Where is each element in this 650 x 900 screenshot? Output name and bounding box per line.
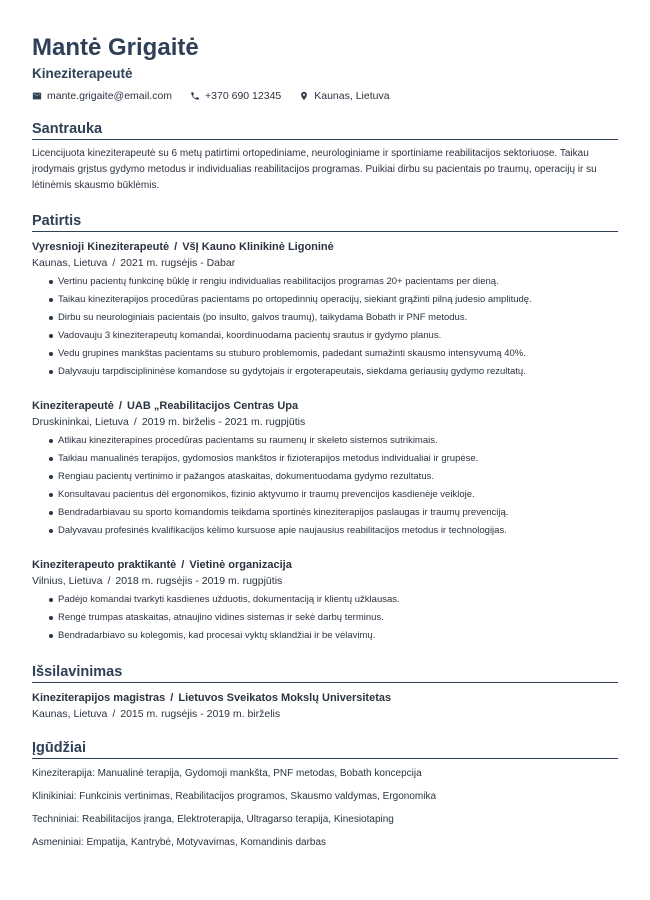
job-bullet: Atlikau kineziterapines procedūras pacientams su raumenų ir skeleto sistemos sutrikimais. — [58, 432, 618, 450]
contact-email-text: mante.grigaite@email.com — [47, 90, 173, 102]
education-section — [32, 663, 618, 721]
job-meta: Kaunas, Lietuva / 2021 m. rugsėjis - Dabar — [32, 257, 236, 269]
education-dates: 2015 m. rugsėjis - 2019 m. birželis — [120, 708, 281, 720]
education-heading: Kineziterapijos magistras / Lietuvos Sveikatos Mokslų Universitetas — [32, 692, 392, 704]
education-degree: Kineziterapijos magistras — [32, 692, 166, 704]
education-entry — [32, 691, 618, 721]
skill-line: Asmeniniai: Empatija, Kantrybė, Motyvavimas, Komandinis darbas — [32, 837, 327, 848]
summary-title: Santrauka — [32, 120, 618, 140]
job-bullet: Dalyvauju tarpdisciplininėse komandose su gydytojais ir ergoterapeutais, siekdama geriausių gydymo rezultatų. — [58, 363, 618, 381]
skills-list — [32, 767, 618, 850]
job-bullets — [32, 273, 618, 381]
job-position: Kineziterapeuto praktikantė — [32, 559, 177, 571]
experience-title: Patirtis — [32, 212, 618, 232]
job-location: Vilnius, Lietuva — [32, 575, 103, 587]
job-position: Kineziterapeutė — [32, 400, 114, 412]
candidate-role: Kineziterapeutė — [32, 66, 133, 81]
contact-email[interactable] — [32, 90, 172, 102]
job-bullet: Dalyvavau profesinės kvalifikacijos kėlimo kursuose apie naujausius reabilitacijos metodus ir technologijas. — [58, 522, 618, 540]
job-heading: Vyresnioji Kineziterapeutė / VšĮ Kauno Klinikinė Ligoninė — [32, 241, 334, 253]
job-bullet: Taikau kineziterapijos procedūras pacientams po ortopedinnių operacijų, siekiant grąžinti pilną judesio amplitudę. — [58, 291, 618, 309]
job-bullet: Konsultavau pacientus dėl ergonomikos, fizinio aktyvumo ir traumų prevencijos kasdienėje veikloje. — [58, 486, 618, 504]
job-dates: 2018 m. rugsėjis - 2019 m. rugpjūtis — [115, 575, 283, 587]
contact-row — [32, 90, 618, 102]
job-organization: Vietinė organizacija — [189, 559, 292, 571]
job-heading: Kineziterapeuto praktikantė / Vietinė organizacija — [32, 559, 292, 571]
candidate-name: Mantė Grigaitė — [32, 34, 199, 61]
skills-section — [32, 739, 618, 850]
contact-location — [299, 90, 389, 102]
job-bullets — [32, 432, 618, 540]
job-entry — [32, 558, 618, 645]
skill-line: Klinikiniai: Funkcinis vertinimas, Reabilitacijos programos, Skausmo valdymas, Ergonomika — [32, 791, 437, 802]
summary-section — [32, 120, 618, 194]
job-bullet: Bendradarbiavau su sporto komandomis teikdama sportinės kineziterapijos paslaugas ir traumų prevenciją. — [58, 504, 618, 522]
education-school: Lietuvos Sveikatos Mokslų Universitetas — [178, 692, 392, 704]
job-bullets — [32, 591, 618, 645]
job-bullet: Vedu grupines mankštas pacientams su stuburo problemomis, padedant sumažinti skausmo intensyvumą 40%. — [58, 345, 618, 363]
job-bullet: Bendradarbiavo su kolegomis, kad procesai vyktų sklandžiai ir be vėlavimų. — [58, 627, 618, 645]
job-entry — [32, 399, 618, 540]
job-dates: 2021 m. rugsėjis - Dabar — [120, 257, 236, 269]
experience-section — [32, 212, 618, 645]
education-location: Kaunas, Lietuva — [32, 708, 108, 720]
job-bullet: Rengiau pacientų vertinimo ir pažangos ataskaitas, dokumentuodama gydymo rezultatus. — [58, 468, 618, 486]
job-bullet: Rengė trumpas ataskaitas, atnaujino vidines sistemas ir sekė darbų terminus. — [58, 609, 618, 627]
job-dates: 2019 m. birželis - 2021 m. rugpjūtis — [141, 416, 306, 428]
job-heading: Kineziterapeutė / UAB „Reabilitacijos Centras Upa — [32, 400, 299, 412]
job-bullet: Padėjo komandai tvarkyti kasdienes užduotis, dokumentaciją ir klientų užklausas. — [58, 591, 618, 609]
job-meta: Druskininkai, Lietuva / 2019 m. birželis - 2021 m. rugpjūtis — [32, 416, 306, 428]
location-icon — [299, 91, 309, 101]
skill-line: Kineziterapija: Manualinė terapija, Gydomoji mankšta, PNF metodas, Bobath koncepcija — [32, 768, 422, 779]
education-title: Išsilavinimas — [32, 663, 618, 683]
education-meta: Kaunas, Lietuva / 2015 m. rugsėjis - 2019 m. birželis — [32, 708, 281, 720]
mail-icon — [32, 91, 42, 101]
job-organization: UAB „Reabilitacijos Centras Upa — [126, 400, 299, 412]
job-location: Kaunas, Lietuva — [32, 257, 108, 269]
skills-title: Įgūdžiai — [32, 739, 618, 759]
job-bullet: Vertinu pacientų funkcinę būklę ir rengiu individualias reabilitacijos programas 20+ pacientams per dieną. — [58, 273, 618, 291]
contact-location-text: Kaunas, Lietuva — [314, 90, 390, 102]
job-organization: VšĮ Kauno Klinikinė Ligoninė — [182, 241, 334, 253]
job-bullet: Taikiau manualinės terapijos, gydomosios mankštos ir fizioterapijos metodus individualiai ir grupėse. — [58, 450, 618, 468]
contact-phone-text: +370 690 12345 — [205, 90, 282, 102]
phone-icon — [190, 91, 200, 101]
job-meta: Vilnius, Lietuva / 2018 m. rugsėjis - 2019 m. rugpjūtis — [32, 575, 283, 587]
job-bullet: Dirbu su neurologiniais pacientais (po insulto, galvos traumų), taikydama Bobath ir PNF metodus. — [58, 309, 618, 327]
job-bullet: Vadovauju 3 kineziterapeutų komandai, koordinuodama pacientų srautus ir gydymo planus. — [58, 327, 618, 345]
skill-line: Techniniai: Reabilitacijos įranga, Elektroterapija, Ultragarso terapija, Kinesiotaping — [32, 814, 394, 825]
job-entry — [32, 240, 618, 381]
job-location: Druskininkai, Lietuva — [32, 416, 129, 428]
summary-text: Licencijuota kineziterapeutė su 6 metų patirtimi ortopediniame, neurologiniame ir sportiniame reabilitacijos sektoriuose. Taikau įrodymais grįstus gydymo metodus ir individualias reabilitacijos programas. Puikiai dirbu su pacientais po traumų, operacijų ir su lėtinėmis skausmo būklėmis. — [32, 148, 597, 191]
contact-phone[interactable] — [190, 90, 281, 102]
job-position: Vyresnioji Kineziterapeutė — [32, 241, 170, 253]
